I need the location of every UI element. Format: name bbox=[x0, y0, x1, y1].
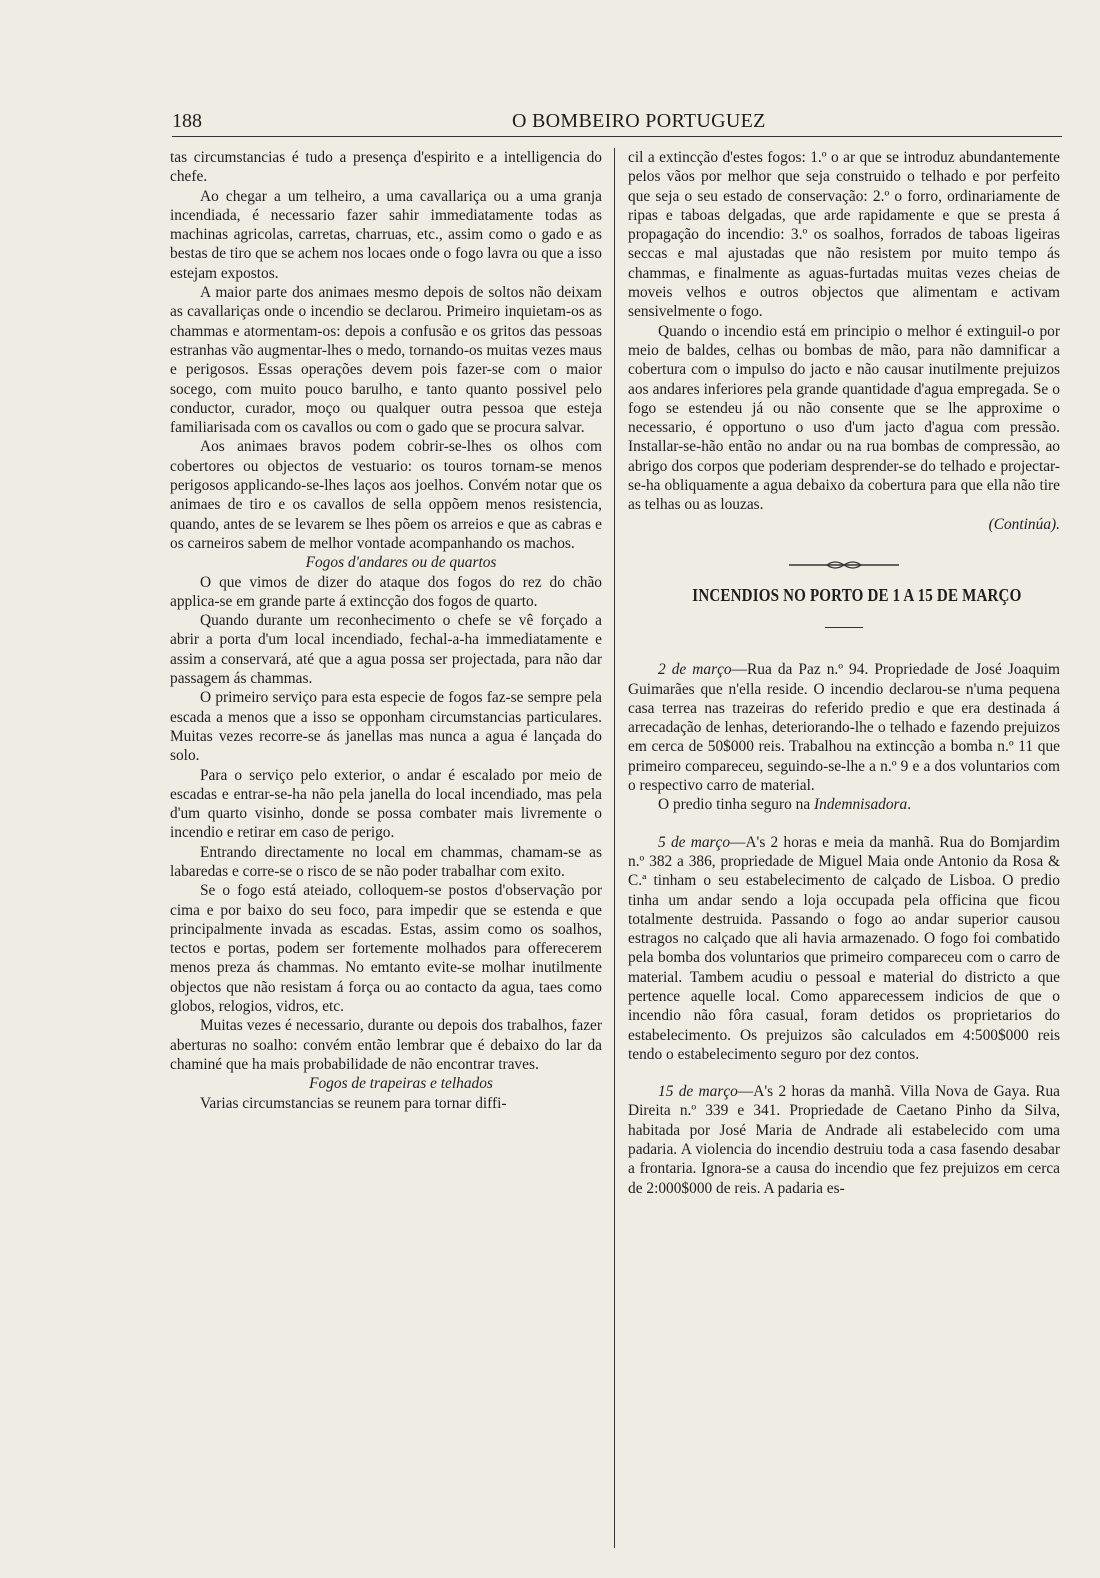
paragraph: Ao chegar a um telheiro, a uma cavallariça ou a uma granja incendiada, é necessario fazer sahir immediatamente todas as machinas agricolas, carretas, charruas, etc., assim como o gado e as bestas de tiro que se achem nos locaes onde o fogo lavra ou que a isso estejam expostos. bbox=[170, 187, 602, 282]
paragraph: Entrando directamente no local em chammas, chamam-se as labaredas e corre-se o risco de se não poder trabalhar com exito. bbox=[170, 843, 602, 880]
entry-text: —A's 2 horas da manhã. Villa Nova de Gaya. Rua Direita n.º 339 e 341. Propriedade de Caetano Pinho da Silva, habitada por José Maria de Andrade ali estabelecido com uma padaria. A violencia do incendio destruiu toda a casa fasendo desabar a frontaria. Ignora-se a causa do incendio que fez prejuizos em cerca de 2:000$000 de reis. A padaria es- bbox=[628, 1083, 1060, 1197]
entry-text: —A's 2 horas e meia da manhã. Rua do Bomjardim n.º 382 a 386, propriedade de Miguel Maia onde Antonio da Rosa & C.ª tinham o seu estabelecimento de calçado de Lisboa. O predio tinha um andar sendo a loja occupada pela officina que ficou totalmente destruida. Passando o fogo ao andar superior causou estragos no calçado que ali havia armazenado. O fogo foi combatido pela bomba dos voluntarios que primeiro compareceu com o carro de material. Tambem acudiu o pessoal e material do districto a que pertence aquelle local. Como apparecessem indicios de que o incendio não fôra casual, foram detidos os proprietarios do estabelecimento. Os prejuizos são calculados em 4:500$000 reis tendo o estabelecimento seguro por dez contos. bbox=[628, 833, 1060, 1063]
running-head bbox=[172, 110, 1062, 136]
paragraph: Varias circumstancias se reunem para tornar diffi- bbox=[200, 1094, 507, 1112]
left-column bbox=[170, 148, 602, 1113]
entry-note-end: . bbox=[907, 796, 912, 814]
paragraph: Aos animaes bravos podem cobrir-se-lhes os olhos com cobertores ou objectos de vestuario: os touros tornam-se menos perigosos applicando-se-lhes laços aos joelhos. Convém notar que os animaes de tiro e os cavallos de sella oppõem menos resistencia, quando, antes de se levarem se lhes põem os arreios e que as cabras e os carneiros sabem de melhor vontade acompanhando os machos. bbox=[170, 438, 602, 552]
section-heading: Fogos de trapeiras e telhados bbox=[309, 1075, 493, 1093]
ornament-icon bbox=[789, 560, 899, 570]
entry-paragraph bbox=[628, 833, 1060, 1065]
paragraph: Para o serviço pelo exterior, o andar é escalado por meio de escadas e entrar-se-ha não pela janella do local incendiado, mas pela d'um quarto visinho, donde se possa combater mais livremente o incendio e retirar em caso de perigo. bbox=[170, 766, 602, 842]
right-column bbox=[628, 148, 1060, 1216]
entry-paragraph bbox=[628, 1082, 1060, 1198]
journal-title: O BOMBEIRO PORTUGUEZ bbox=[512, 110, 766, 132]
entry-date: 5 de março bbox=[658, 833, 731, 851]
paragraph: Quando durante um reconhecimento o chefe se vê forçado a abrir a porta d'um local incendiado, fechal-a-ha immediatamente e assim a conservará, até que a agua possa ser projectada, para não dar passagem ás chammas. bbox=[170, 612, 602, 688]
paragraph: cil a extincção d'estes fogos: 1.º o ar que se introduz abundantemente pelos vãos por melhor que seja construido o telhado e por perfeito que seja o seu estado de conservação: 2.º o forro, ordinariamente de ripas e taboas delgadas, que arde rapidamente e que se presta á propagação do incendio: 3.º os soalhos, forrados de taboas ligeiras seccas e mal ajustadas que não resistem por muito tempo ás chammas, e finalmente as aguas-furtadas muitas vezes cheias de moveis velhos e outros objectos que alimentam e activam sensivelmente o fogo. bbox=[628, 149, 1060, 321]
paragraph: A maior parte dos animaes mesmo depois de soltos não deixam as cavallariças onde o incendio se declarou. Primeiro inquietam-os as chammas e atormentam-os: depois a confusão e os gritos das pessoas estranhas vão augmentar-lhes o medo, tornando-os muitas vezes maus e perigosos. Essas operações devem pois fazer-se com o maior socego, com muito pouco barulho, e tanto quanto possivel pelo conductor, curador, moço ou qualquer outra pessoa que esteja familiarisada com os cavallos ou com o gado que se procura salvar. bbox=[170, 284, 602, 437]
section-heading: Fogos d'andares ou de quartos bbox=[305, 554, 497, 572]
page-number: 188 bbox=[172, 110, 202, 132]
paragraph: O primeiro serviço para esta especie de fogos faz-se sempre pela escada a menos que a isso se opponham circumstancias particulares. Muitas vezes recorre-se ás janellas mas nunca a agua é lançada do solo. bbox=[170, 689, 602, 765]
paragraph: O que vimos de dizer do ataque dos fogos do rez do chão applica-se em grande parte á extincção dos fogos de quarto. bbox=[170, 573, 602, 610]
entry-note-text: O predio tinha seguro na bbox=[658, 796, 815, 814]
entry-date: 15 de março bbox=[658, 1083, 738, 1101]
continued-note: (Continúa). bbox=[988, 515, 1060, 533]
entry-text: —Rua da Paz n.º 94. Propriedade de José Joaquim Guimarães que n'ella reside. O incendio declarou-se n'uma pequena casa terrea nas trazeiras do referido predio e que era destinada á arrecadação de lenhas, deteriorando-lhe o telhado e fazendo prejuizos em cerca de 50$000 reis. Trabalhou na extincção a bomba n.º 11 que primeiro compareceu, seguindo-se-lhe a n.º 9 e a dos voluntarios com o respectivo carro de material. bbox=[628, 661, 1061, 795]
paragraph: Muitas vezes é necessario, durante ou depois dos trabalhos, fazer aberturas no soalho: convém então lembrar que é debaixo do lar da chaminé que ha mais probabilidade de não encontrar traves. bbox=[170, 1017, 602, 1073]
list-item bbox=[628, 660, 1060, 814]
list-item bbox=[628, 833, 1060, 1065]
insurer-name: Indemnisadora bbox=[814, 796, 908, 814]
entry-note bbox=[628, 795, 1060, 814]
ornament-divider bbox=[628, 556, 1060, 568]
paragraph: Se o fogo está ateiado, colloquem-se postos d'observação por cima e por baixo do seu foco, para impedir que se estenda e que principalmente invada as escadas. Estas, assim como os soalhos, tectos e portas, podem ser fortemente molhados para offerecerem menos preza ás chammas. No emtanto evite-se molhar inutilmente objectos que não resistam á força ou ao contacto da agua, taes como globos, relogios, vidros, etc. bbox=[170, 882, 602, 1016]
entry-paragraph bbox=[628, 660, 1060, 795]
entry-date: 2 de março bbox=[658, 661, 732, 679]
title-rule bbox=[825, 627, 863, 628]
header-rule bbox=[172, 136, 1062, 137]
list-item bbox=[628, 1082, 1060, 1198]
column-divider bbox=[614, 148, 615, 1548]
paragraph: Quando o incendio está em principio o melhor é extinguil-o por meio de baldes, celhas ou bombas de mão, para não damnificar a cobertura com o impulso do jacto e não causar inutilmente prejuizos aos andares inferiores pela grande quantidade d'agua empregada. Se o fogo se estendeu já ou não consente que se lhe approxime o necessario, é opportuno o uso d'um jacto d'agua com pressão. Installar-se-hão então no andar ou na rua bombas de compressão, ao abrigo dos corpos que poderiam desprender-se do telhado e projectar-se-ha obliquamente a agua debaixo da cobertura para que ella não tire as telhas ou as louzas. bbox=[628, 322, 1060, 514]
article-title: INCENDIOS NO PORTO DE 1 A 15 DE MARÇO bbox=[692, 584, 1022, 605]
paragraph: tas circumstancias é tudo a presença d'espirito e a intelligencia do chefe. bbox=[170, 149, 602, 186]
